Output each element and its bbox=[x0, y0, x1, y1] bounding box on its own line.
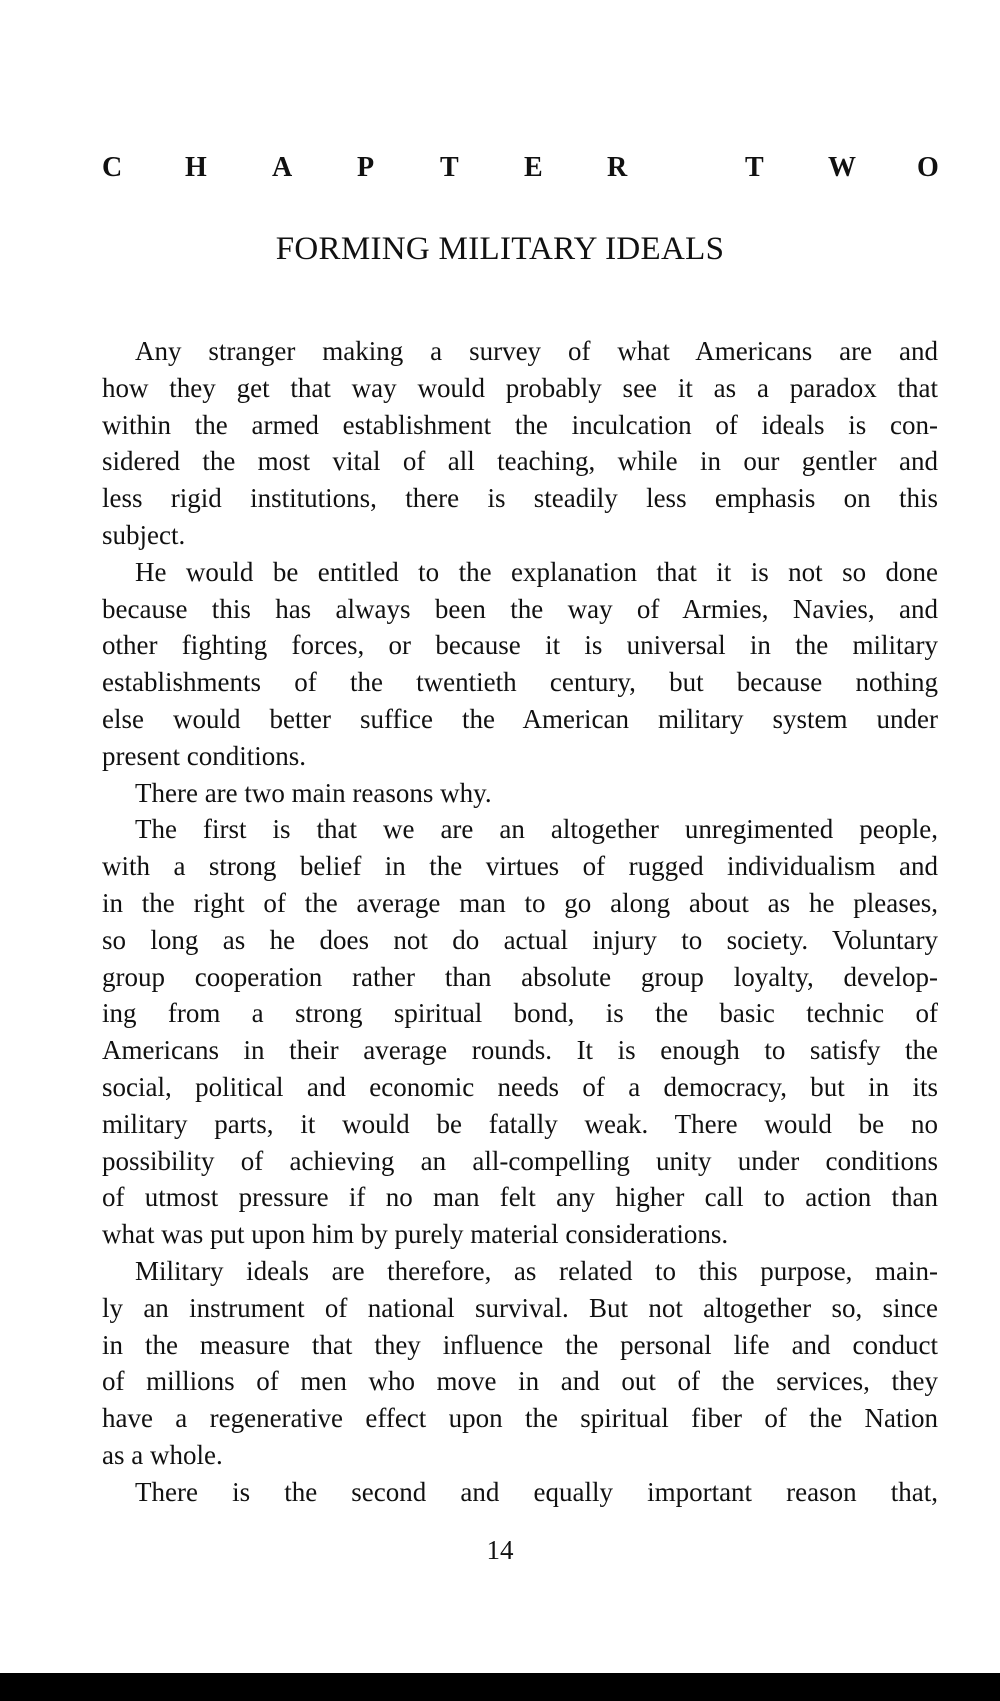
text-line: as a whole. bbox=[102, 1439, 223, 1470]
text-line: less rigid institutions, there is steadily less emphasis on this bbox=[102, 483, 938, 514]
text-line: Any stranger making a survey of what Americans are and bbox=[135, 336, 938, 366]
chapter-letter: H bbox=[185, 152, 207, 183]
text-line: Military ideals are therefore, as related to this purpose, main- bbox=[135, 1255, 938, 1286]
chapter-letter: T bbox=[440, 152, 459, 183]
text-line: in the measure that they influence the personal life and conduct bbox=[102, 1329, 938, 1360]
chapter-title: FORMING MILITARY IDEALS bbox=[275, 231, 725, 267]
text-line: subject. bbox=[102, 519, 186, 550]
chapter-letter: O bbox=[917, 152, 939, 183]
text-line: There is the second and equally important reason that, bbox=[135, 1476, 938, 1507]
text-line: with a strong belief in the virtues of rugged individualism and bbox=[102, 851, 938, 882]
text-line: possibility of achieving an all-compelling unity under conditions bbox=[102, 1145, 938, 1176]
text-line: group cooperation rather than absolute group loyalty, develop- bbox=[102, 961, 938, 992]
paragraph bbox=[102, 554, 938, 775]
page-number: 14 bbox=[486, 1535, 514, 1565]
scan-edge-bar bbox=[0, 1673, 1000, 1701]
chapter-letter: A bbox=[272, 152, 293, 183]
text-line: present conditions. bbox=[102, 740, 306, 771]
text-line: how they get that way would probably see it as a paradox that bbox=[102, 372, 938, 403]
text-line: of millions of men who move in and out of the services, they bbox=[102, 1366, 938, 1397]
text-line: social, political and economic needs of a democracy, but in its bbox=[102, 1071, 938, 1102]
chapter-letter: P bbox=[357, 152, 375, 183]
text-line: ing from a strong spiritual bond, is the basic technic of bbox=[102, 998, 938, 1029]
paragraph bbox=[102, 811, 938, 1253]
paragraph bbox=[102, 775, 938, 812]
text-line: within the armed establishment the inculcation of ideals is con- bbox=[102, 409, 938, 440]
text-line: in the right of the average man to go along about as he pleases, bbox=[102, 887, 938, 918]
chapter-letter: E bbox=[524, 152, 543, 183]
text-line: He would be entitled to the explanation that it is not so done bbox=[135, 556, 938, 587]
text-line: of utmost pressure if no man felt any higher call to action than bbox=[102, 1182, 938, 1213]
text-line: have a regenerative effect upon the spiritual fiber of the Nation bbox=[102, 1403, 938, 1434]
chapter-letter: R bbox=[607, 152, 628, 183]
text-line: other fighting forces, or because it is universal in the military bbox=[102, 630, 938, 661]
paragraph bbox=[102, 1253, 938, 1474]
paragraph bbox=[102, 333, 938, 554]
text-line: ly an instrument of national survival. But not altogether so, since bbox=[102, 1292, 938, 1323]
chapter-letter: C bbox=[102, 152, 123, 183]
text-line: what was put upon him by purely material considerations. bbox=[102, 1219, 729, 1250]
text-line: because this has always been the way of Armies, Navies, and bbox=[102, 593, 938, 624]
text-line: There are two main reasons why. bbox=[135, 777, 492, 808]
text-line: military parts, it would be fatally weak. There would be no bbox=[102, 1108, 938, 1139]
body-text bbox=[102, 333, 938, 1511]
text-line: The first is that we are an altogether unregimented people, bbox=[135, 814, 938, 845]
text-line: so long as he does not do actual injury to society. Voluntary bbox=[102, 924, 938, 955]
text-line: establishments of the twentieth century, but because nothing bbox=[102, 667, 938, 698]
paragraph bbox=[102, 1474, 938, 1511]
text-line: else would better suffice the American military system under bbox=[102, 703, 938, 734]
text-line: sidered the most vital of all teaching, while in our gentler and bbox=[102, 446, 938, 477]
text-line: Americans in their average rounds. It is enough to satisfy the bbox=[102, 1035, 938, 1066]
chapter-letter: W bbox=[828, 152, 856, 183]
chapter-letter: T bbox=[745, 152, 764, 183]
chapter-heading bbox=[0, 150, 1000, 190]
